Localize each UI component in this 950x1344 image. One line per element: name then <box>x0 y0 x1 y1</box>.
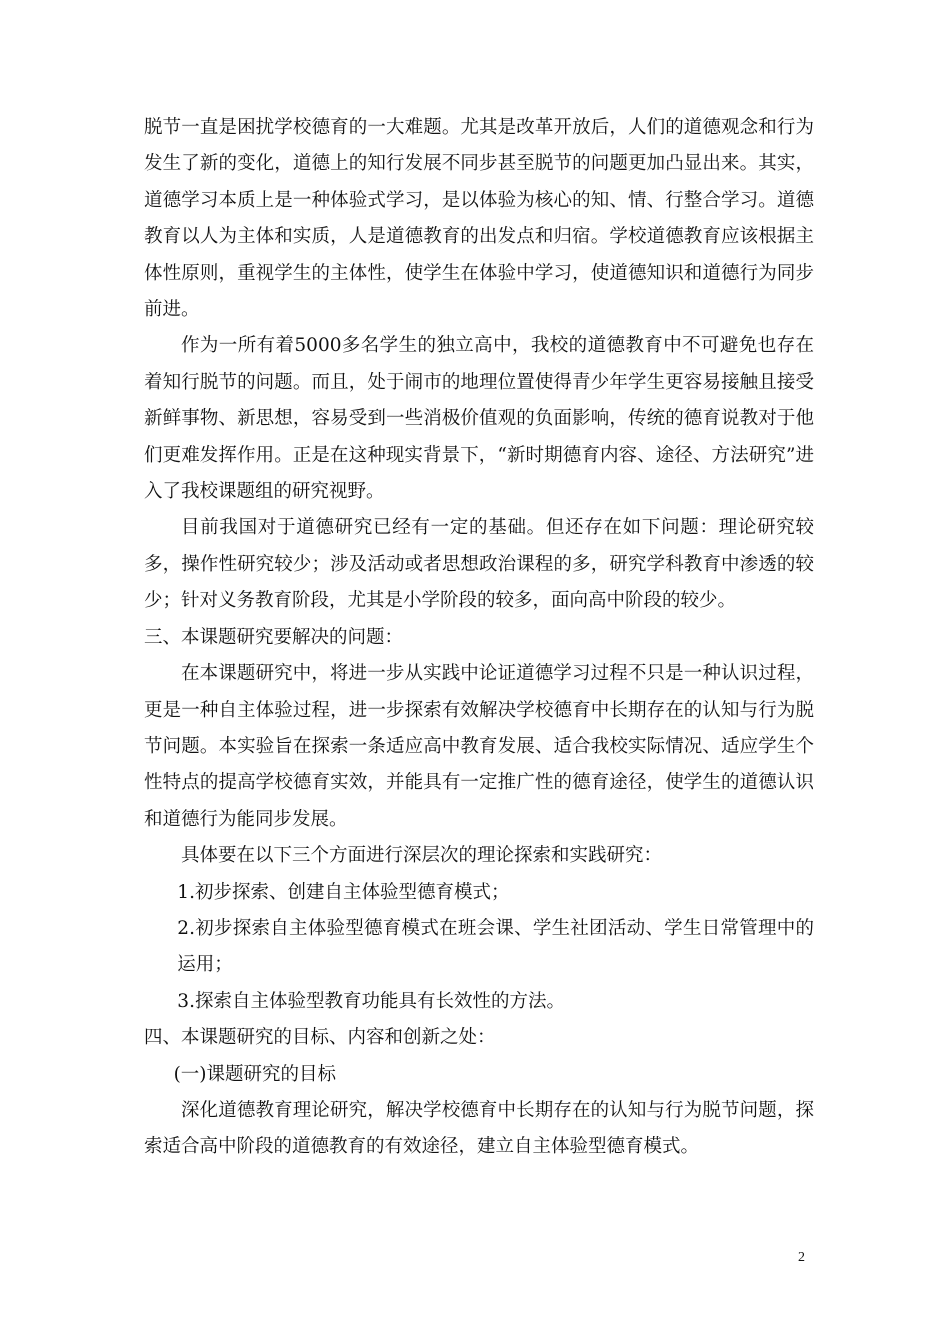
section-heading-3: 三、本课题研究要解决的问题： <box>144 626 404 648</box>
paragraph-three-aspects: 具体要在以下三个方面进行深层次的理论探索和实践研究： <box>181 845 663 867</box>
list-item-3: 3.探索自主体验型教育功能具有长效性的方法。 <box>177 990 565 1012</box>
paragraph-research-status: 目前我国对于道德研究已经有一定的基础。但还存在如下问题：理论研究较多，操作性研究较少；涉及活动或者思想政治课程的多，研究学科教育中渗透的较少；针对义务教育阶段，尤其是小学阶段的较多，面向高中阶段的较少。 <box>144 517 814 612</box>
list-item-1: 1.初步探索、创建自主体验型德育模式； <box>177 881 510 903</box>
paragraph-continuation: 脱节一直是困扰学校德育的一大难题。尤其是改革开放后，人们的道德观念和行为发生了新的变化，道德上的知行发展不同步甚至脱节的问题更加凸显出来。其实，道德学习本质上是一种体验式学习，是以体验为核心的知、情、行整合学习。道德教育以人为主体和实质，人是道德教育的出发点和归宿。学校道德教育应该根据主体性原则，重视学生的主体性，使学生在体验中学习，使道德知识和道德行为同步前进。 <box>144 117 814 321</box>
paragraph-problems: 在本课题研究中，将进一步从实践中论证道德学习过程不只是一种认识过程，更是一种自主体验过程，进一步探索有效解决学校德育中长期存在的认知与行为脱节问题。本实验旨在探索一条适应高中教育发展、适合我校实际情况、适应学生个性特点的提高学校德育实效，并能具有一定推广性的德育途径，使学生的道德认识和道德行为能同步发展。 <box>144 663 814 830</box>
subsection-heading-goals: (一)课题研究的目标 <box>173 1063 337 1085</box>
section-heading-4: 四、本课题研究的目标、内容和创新之处： <box>144 1027 496 1049</box>
paragraph-goals: 深化道德教育理论研究，解决学校德育中长期存在的认知与行为脱节问题，探索适合高中阶段的道德教育的有效途径，建立自主体验型德育模式。 <box>144 1099 814 1158</box>
list-item-2: 2.初步探索自主体验型德育模式在班会课、学生社团活动、学生日常管理中的运用； <box>177 917 814 976</box>
paragraph-background: 作为一所有着5000多名学生的独立高中，我校的道德教育中不可避免也存在着知行脱节的问题。而且，处于闹市的地理位置使得青少年学生更容易接触且接受新鲜事物、新思想，容易受到一些消极价值观的负面影响，传统的德育说教对于他们更难发挥作用。正是在这种现实背景下，“新时期德育内容、途径、方法研究”进入了我校课题组的研究视野。 <box>144 335 814 503</box>
page-number: 2 <box>798 1250 805 1265</box>
body-text <box>144 110 814 1166</box>
